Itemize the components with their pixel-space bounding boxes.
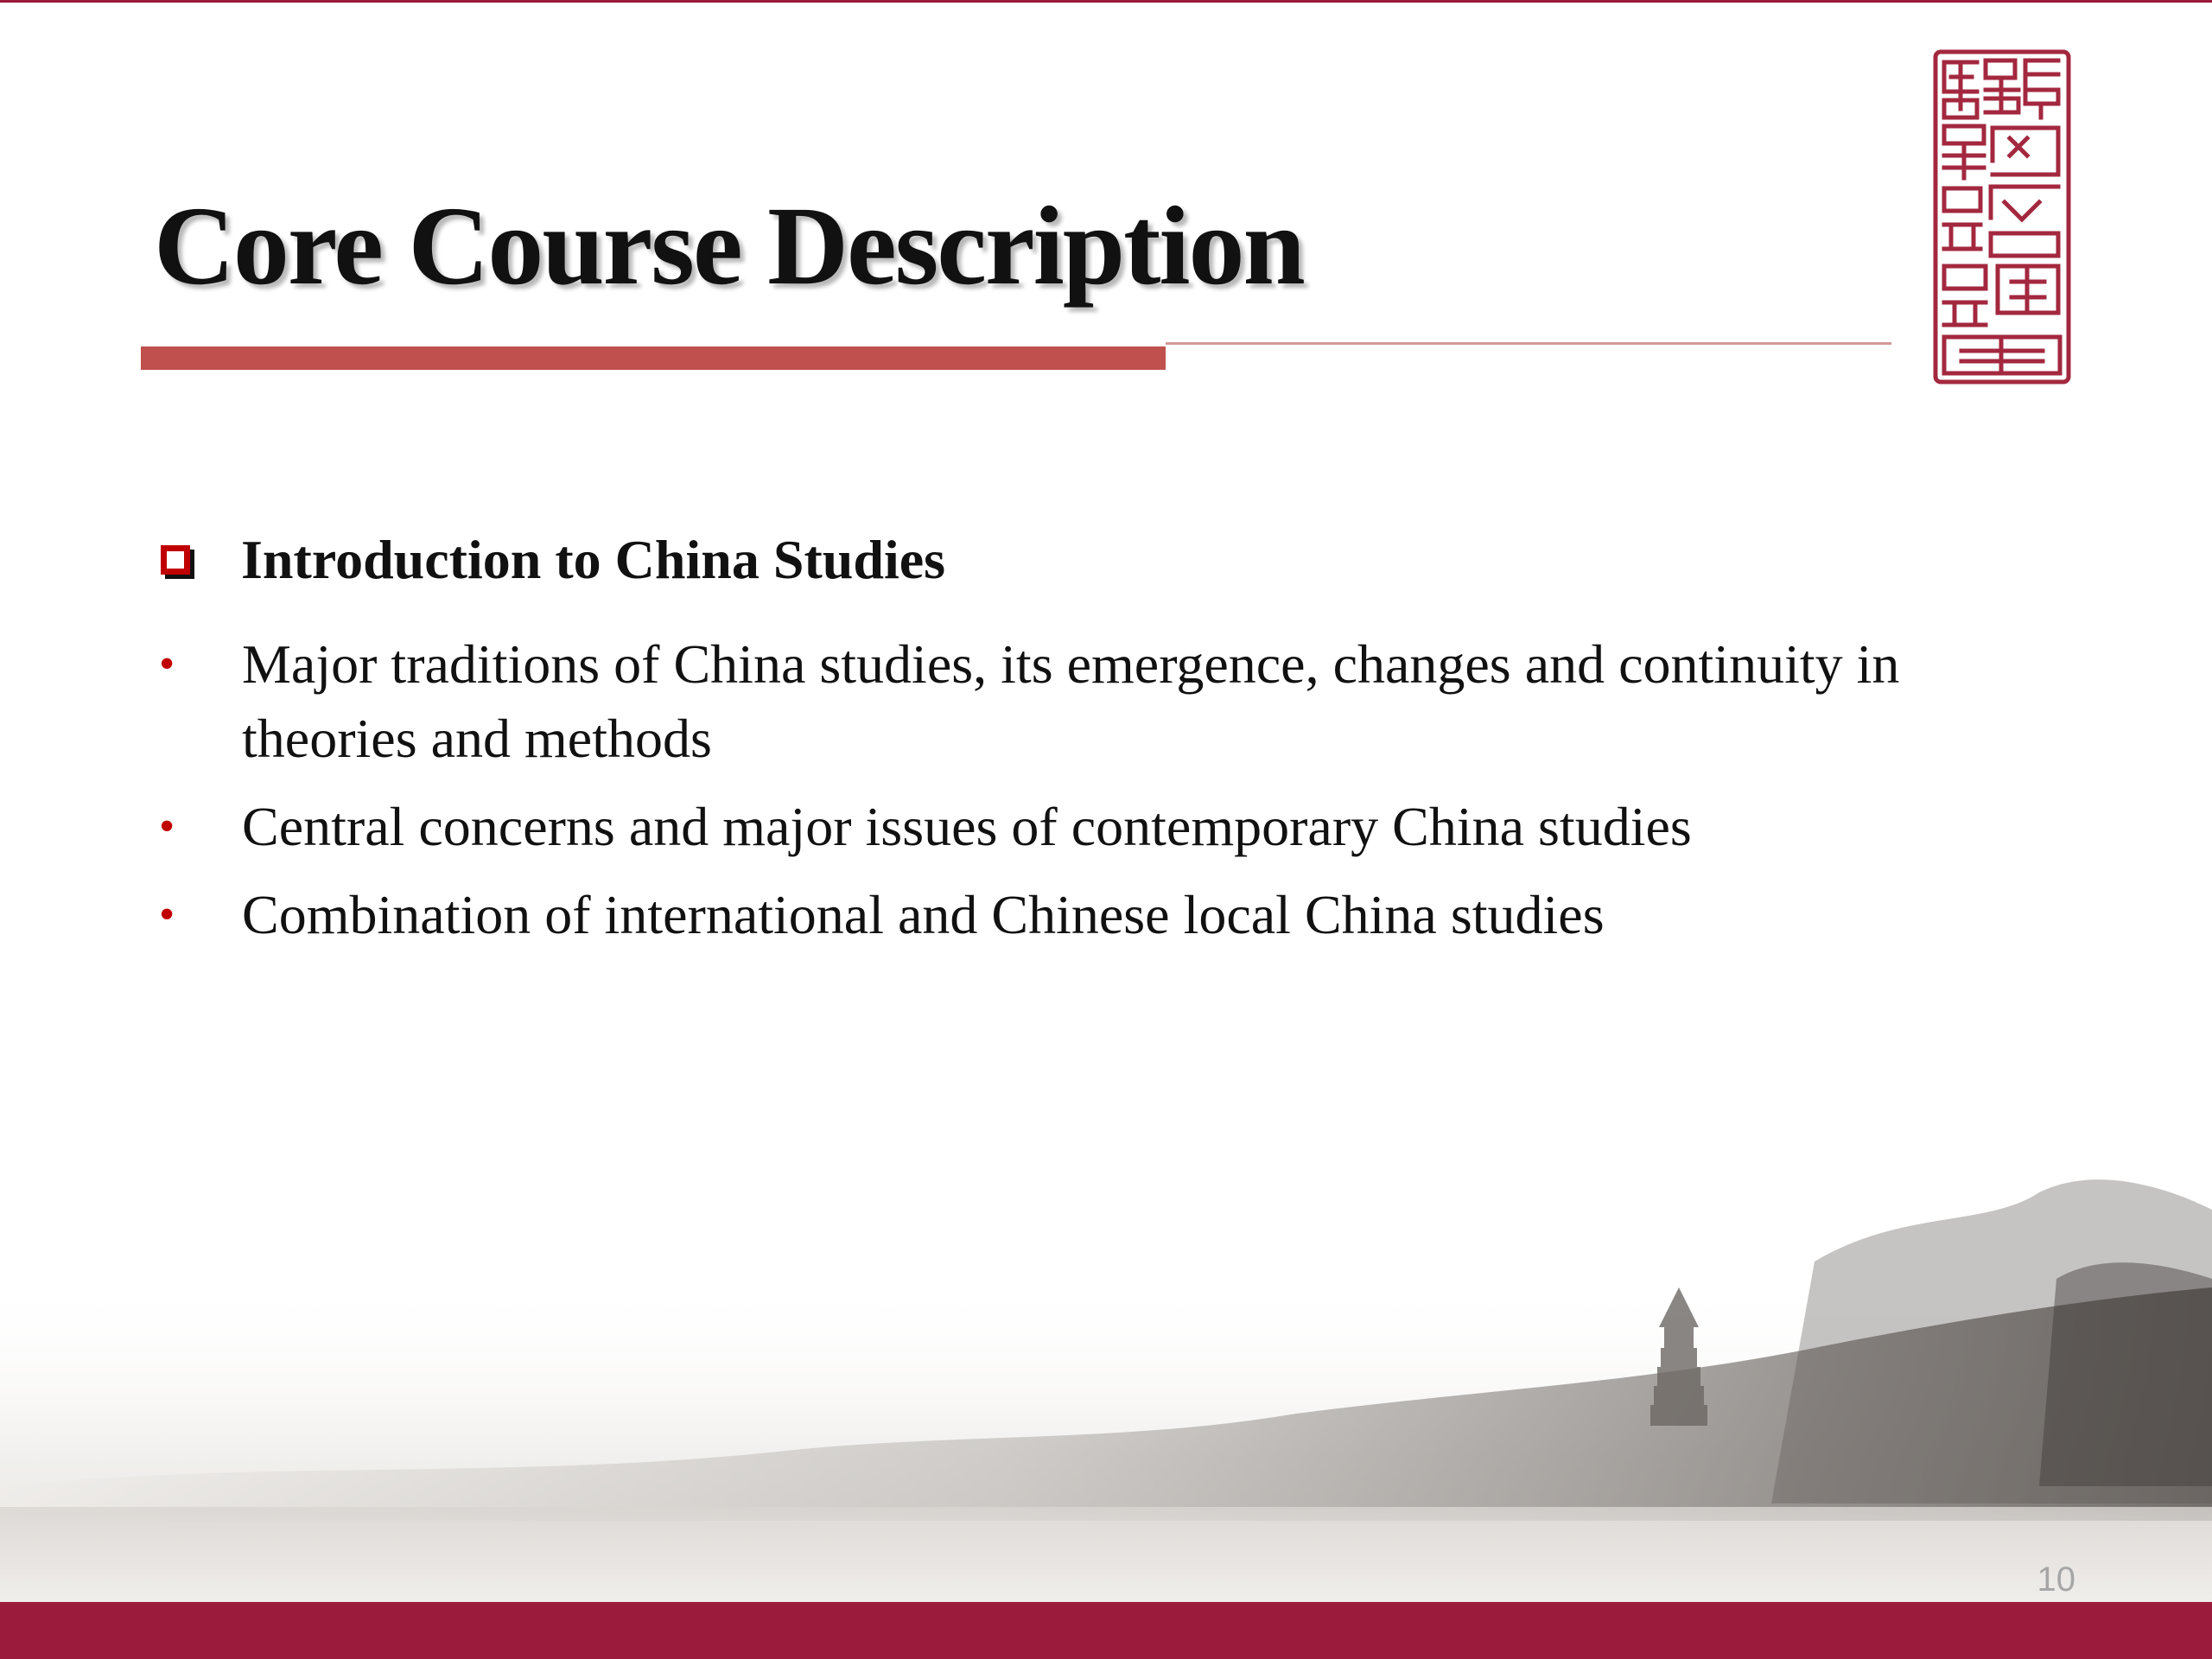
checkbox-square-icon [161,545,190,575]
bullet-text: Major traditions of China studies, its emergence, changes and continuity in theories and methods [242,633,1900,769]
list-item [157,790,2058,864]
bullet-dot-icon: • [159,639,175,689]
list-item [157,878,2058,952]
page-number: 10 [2037,1560,2075,1599]
landscape-background-image [0,1158,2212,1602]
top-rule [0,0,2212,3]
slide-title: Core Course Description [154,184,1304,308]
bullet-text: Combination of international and Chinese local China studies [242,884,1605,945]
title-underline-thick [141,346,1166,370]
bottom-band [0,1602,2212,1659]
section-heading-text: Introduction to China Studies [241,529,946,590]
section-heading [161,525,945,594]
bullet-list [157,627,2058,966]
bullet-dot-icon: • [159,890,175,939]
bullet-text: Central concerns and major issues of contemporary China studies [242,796,1692,857]
seal-stamp-icon [1932,48,2072,385]
bullet-dot-icon: • [159,802,175,851]
title-underline-thin [1166,342,1891,345]
list-item [157,627,2058,776]
